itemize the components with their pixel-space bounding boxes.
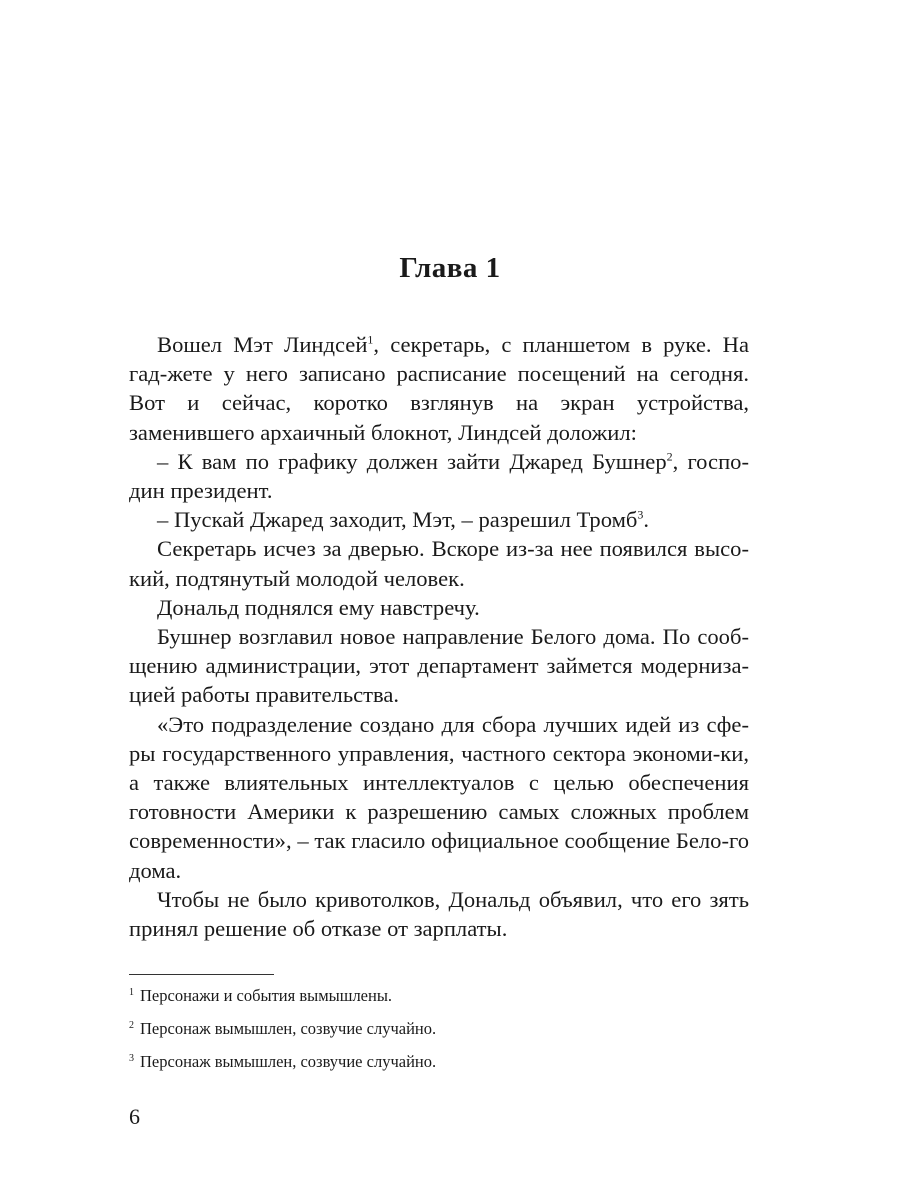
paragraph: Секретарь исчез за дверью. Вскоре из-за нее появился высо-кий, подтянутый молодой человек.: [129, 536, 749, 591]
page-number: 6: [129, 1104, 140, 1129]
paragraph: – К вам по графику должен зайти Джаред Бушнер$^2$, госпо-дин президент.: [129, 448, 749, 504]
footnote: [129, 1019, 749, 1039]
paragraph: Вошел Мэт Линдсей$^1$, секретарь, с планшетом в руке. На гад-жете у него записано расписание посещений на сегодня. Вот и сейчас, коротко взглянув на экран устройства, заменившего архаичный блокнот, Линдсей доложил:: [129, 332, 749, 445]
footnotes: [129, 986, 749, 1085]
footnote-ref: 2: [666, 449, 673, 464]
footnote-ref: 3: [637, 507, 644, 522]
paragraph: – Пускай Джаред заходит, Мэт, – разрешил Тромб$^3$.: [157, 507, 650, 533]
paragraph: «Это подразделение создано для сбора лучших идей из сфе-ры государственного управления, частного сектора экономи-ки, а также влиятельных интеллектуалов с целью обеспечения готовности Америки к разрешению самых сложных проблем современности», – так гласило официальное сообщение Бело-го дома.: [129, 711, 749, 883]
paragraph: Дональд поднялся ему навстречу.: [157, 594, 480, 620]
footnote-text: Персонажи и события вымышлены.: [140, 986, 393, 1005]
paragraph: Бушнер возглавил новое направление Белого дома. По сооб-щению администрации, этот департамент займется модерниза-цией работы правительства.: [129, 624, 749, 708]
footnote: [129, 986, 749, 1006]
paragraph: Чтобы не было кривотолков, Дональд объявил, что его зять принял решение об отказе от зарплаты.: [129, 886, 749, 942]
footnote-divider: [129, 974, 274, 975]
footnote-text: Персонаж вымышлен, созвучие случайно.: [140, 1052, 437, 1071]
footnote-text: Персонаж вымышлен, созвучие случайно.: [140, 1019, 437, 1038]
chapter-title: Глава 1: [399, 252, 501, 284]
footnote: [129, 1052, 749, 1072]
footnote-number: 3: [129, 1052, 134, 1064]
footnote-number: 1: [129, 986, 134, 998]
body-text: [129, 330, 749, 943]
footnote-number: 2: [129, 1019, 134, 1031]
footnote-ref: 1: [367, 332, 374, 347]
